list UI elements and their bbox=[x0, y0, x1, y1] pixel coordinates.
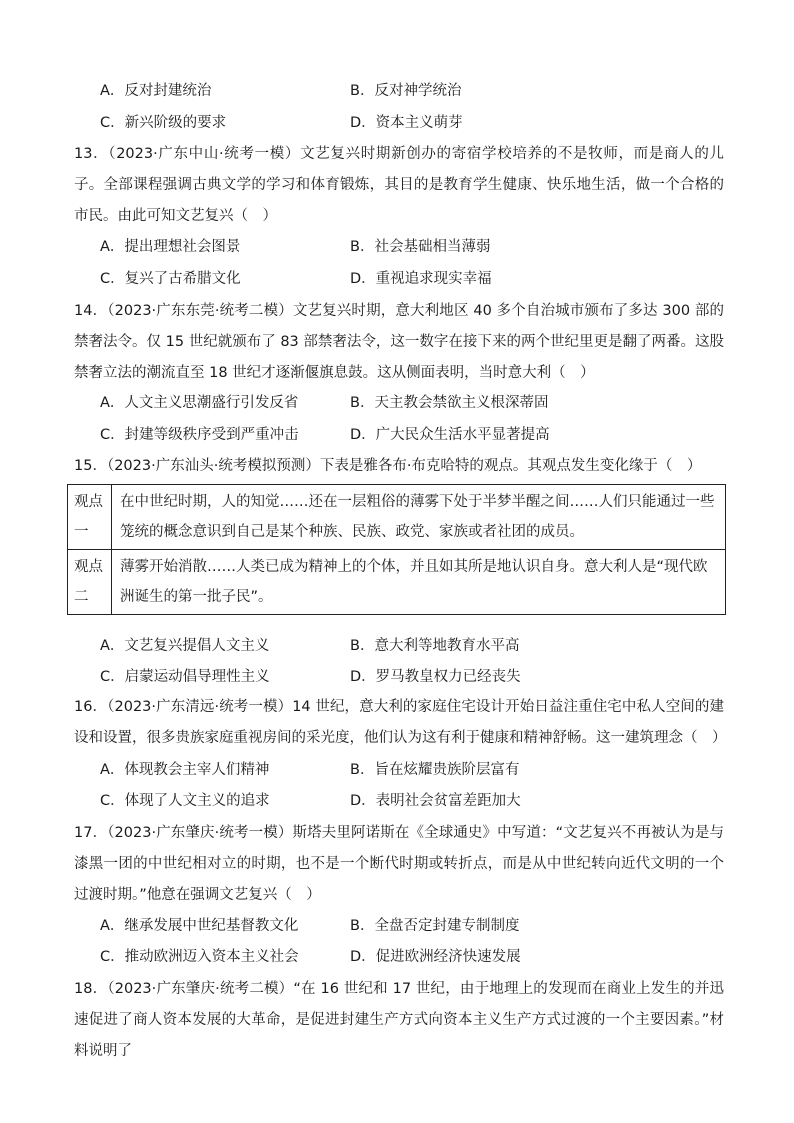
option-b: B．反对神学统治 bbox=[350, 83, 462, 99]
option-c: C．体现了人文主义的追求 bbox=[100, 793, 270, 809]
option-c: C．启蒙运动倡导理性主义 bbox=[100, 669, 270, 685]
question-13-stem: 13．（2023·广东中山·统考一模）文艺复兴时期新创办的寄宿学校培养的不是牧师，而是商人的儿子。全部课程强调古典文学的学习和体育锻炼，其目的是教育学生健康、快乐地生活，做一个合格的市民。由此可知文艺复兴（ ） bbox=[74, 146, 724, 224]
option-row bbox=[100, 789, 740, 813]
option-c: C．推动欧洲迈入资本主义社会 bbox=[100, 949, 299, 965]
option-d: D．重视追求现实幸福 bbox=[350, 271, 492, 287]
option-a: A．人文主义思潮盛行引发反省 bbox=[100, 395, 299, 411]
option-row bbox=[100, 914, 740, 938]
option-d: D．罗马教皇权力已经丧失 bbox=[350, 669, 521, 685]
option-a: A．文艺复兴提倡人文主义 bbox=[100, 638, 270, 654]
option-row bbox=[100, 235, 740, 259]
option-d: D．广大民众生活水平显著提高 bbox=[350, 427, 550, 443]
option-row bbox=[100, 945, 740, 969]
option-row bbox=[100, 634, 740, 658]
question-15-stem: 15．（2023·广东汕头·统考模拟预测）下表是雅各布·布克哈特的观点。其观点发生变化缘于（ ） bbox=[74, 458, 702, 474]
option-row bbox=[100, 391, 740, 415]
option-b: B．全盘否定封建专制制度 bbox=[350, 918, 520, 934]
option-d: D．表明社会贫富差距加大 bbox=[350, 793, 521, 809]
option-b: B．社会基础相当薄弱 bbox=[350, 239, 491, 255]
option-a: A．提出理想社会图景 bbox=[100, 239, 241, 255]
option-row bbox=[100, 758, 740, 782]
option-a: A．继承发展中世纪基督教文化 bbox=[100, 918, 299, 934]
option-d: D．资本主义萌芽 bbox=[350, 115, 463, 131]
option-row bbox=[100, 79, 740, 103]
option-c: C．封建等级秩序受到严重冲击 bbox=[100, 427, 299, 443]
question-17-stem: 17．（2023·广东肇庆·统考一模）斯塔夫里阿诺斯在《全球通史》中写道：“文艺复兴不再被认为是与漆黑一团的中世纪相对立的时期，也不是一个断代时期或转折点，而是从中世纪转向近代文明的一个过渡时期。”他意在强调文艺复兴（ ） bbox=[74, 825, 724, 903]
option-row bbox=[100, 267, 740, 291]
question-16-stem: 16．（2023·广东清远·统考一模）14 世纪，意大利的家庭住宅设计开始日益注重住宅中私人空间的建设和设置，很多贵族家庭重视房间的采光度，他们认为这有利于健康和精神舒畅。这一建筑理念（ ） bbox=[74, 699, 727, 746]
question-14-stem: 14．（2023·广东东莞·统考二模）文艺复兴时期，意大利地区 40 多个自治城市颁布了多达 300 部的禁奢法令。仅 15 世纪就颁布了 83 部禁奢法令，这一数字在接下来的两个世纪里更是翻了两番。这股禁奢立法的潮流直至 18 世纪才逐渐偃旗息鼓。这从侧面表明，当时意大利（ ） bbox=[74, 303, 724, 381]
option-c: C．复兴了古希腊文化 bbox=[100, 271, 241, 287]
viewpoint-text: 薄雾开始消散……人类已成为精神上的个体，并且如其所是地认识自身。意大利人是“现代欧洲诞生的第一批子民”。 bbox=[112, 550, 726, 615]
option-a: A．反对封建统治 bbox=[100, 83, 212, 99]
option-c: C．新兴阶级的要求 bbox=[100, 115, 227, 131]
option-b: B．天主教会禁欲主义根深蒂固 bbox=[350, 395, 549, 411]
viewpoints-table bbox=[67, 484, 726, 615]
option-row bbox=[100, 423, 740, 447]
question-18-stem: 18．（2023·广东肇庆·统考二模）“在 16 世纪和 17 世纪，由于地理上的发现而在商业上发生的并迅速促进了商人资本发展的大革命，是促进封建生产方式向资本主义生产方式过渡的一个主要因素。”材料说明了 bbox=[74, 981, 724, 1059]
option-row bbox=[100, 665, 740, 689]
option-row bbox=[100, 111, 740, 135]
option-b: B．意大利等地教育水平高 bbox=[350, 638, 520, 654]
viewpoint-text: 在中世纪时期，人的知觉……还在一层粗俗的薄雾下处于半梦半醒之间……人们只能通过一些笼统的概念意识到自己是某个种族、民族、政党、家族或者社团的成员。 bbox=[112, 485, 726, 550]
option-a: A．体现教会主宰人们精神 bbox=[100, 762, 270, 778]
viewpoint-label: 观点二 bbox=[68, 550, 112, 615]
option-d: D．促进欧洲经济快速发展 bbox=[350, 949, 521, 965]
viewpoint-label: 观点一 bbox=[68, 485, 112, 550]
table-row bbox=[68, 550, 726, 615]
option-b: B．旨在炫耀贵族阶层富有 bbox=[350, 762, 520, 778]
table-row bbox=[68, 485, 726, 550]
